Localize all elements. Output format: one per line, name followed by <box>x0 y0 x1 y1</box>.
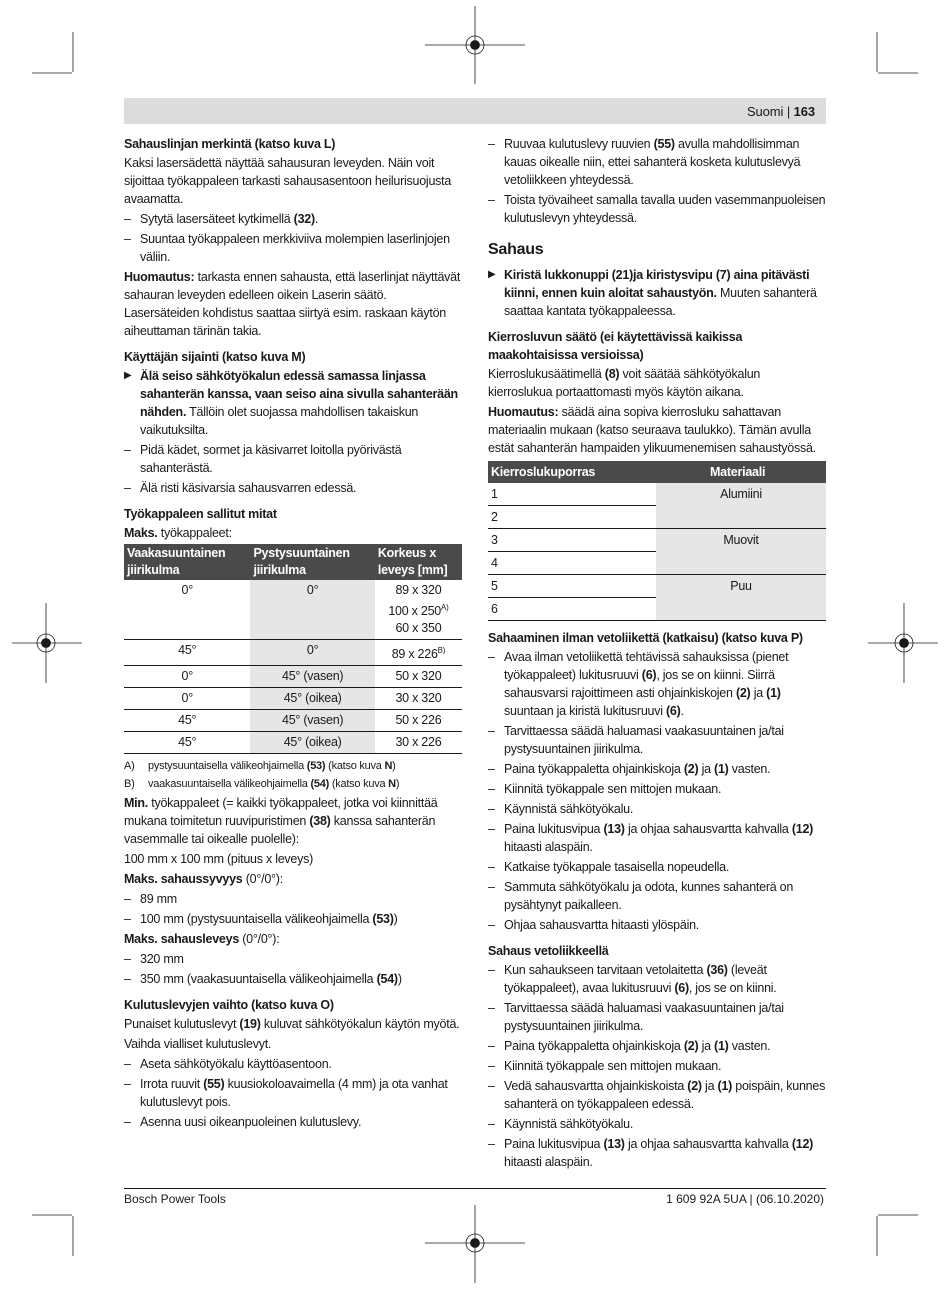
table-row: 45° 45° (vasen) 50 x 226 <box>124 710 462 732</box>
material-aluminium: Alumiini <box>656 483 826 529</box>
insert-step-4: – Ruuvaa kulutuslevy ruuvien (55) avulla mahdollisimman kauas oikealle niin, ettei sahanterä kosketa kulutuslevyä vetoliikkeen yhteydessä. <box>488 135 826 189</box>
nopull-step-6: – Paina lukitusvipua (13) ja ohjaa sahausvartta kahvalla (12) hitaasti alaspäin. <box>488 820 826 856</box>
header-separator: | <box>786 104 791 119</box>
registration-mark-left <box>12 603 82 683</box>
speed-para: Kierroslukusäätimellä (8) voit säätää sähkötyökalun kierroslukua portaattomasti myös käytön aikana. <box>488 367 761 399</box>
footnote-a: A) pystysuuntaisella välikeohjaimella (53) (katso kuva N) <box>124 760 396 773</box>
pull-heading: Sahaus vetoliikkeellä <box>488 944 609 958</box>
nopull-step-5: – Käynnistä sähkötyökalu. <box>488 800 826 818</box>
pull-step-6: – Käynnistä sähkötyökalu. <box>488 1115 826 1133</box>
min-workpiece: Min. työkappaleet (= kaikki työkappaleet, jotka voi kiinnittää mukana toimitetun ruuvipuristimen (38) kanssa sahanterän vasemmalle tai oikealle puolelle): <box>124 796 438 847</box>
max-depth-label: Maks. sahaussyvyys (0°/0°): <box>124 872 283 887</box>
pull-step-4: – Kiinnitä työkappale sen mittojen mukaan. <box>488 1057 826 1075</box>
speed-table <box>488 461 826 621</box>
nopull-step-4: – Kiinnitä työkappale sen mittojen mukaan. <box>488 780 826 798</box>
pull-step-5: – Vedä sahausvartta ohjainkiskoista (2) ja (1) poispäin, kunnes sahanterä on työkappaleen edessä. <box>488 1077 826 1113</box>
insert-heading: Kulutuslevyjen vaihto (katso kuva O) <box>124 998 334 1013</box>
table-row: 0° 0° 89 x 320 100 x $250^{A)}$ 60 x 350 <box>124 580 462 640</box>
dimensions-table <box>124 544 462 754</box>
material-plastics: Muovit <box>656 529 826 575</box>
max-width-2: – 350 mm (vaakasuuntaisella välikeohjaimella (54)) <box>124 970 462 988</box>
footer-brand: Bosch Power Tools <box>124 1192 226 1206</box>
insert-step-5: – Toista työvaiheet samalla tavalla uuden vasemmanpuoleisen kulutuslevyn yhteydessä. <box>488 191 826 227</box>
table-row: 3 Muovit <box>488 529 826 552</box>
marking-intro: Kaksi lasersädettä näyttää sahausuran leveyden. Näin voit sijoittaa työkappaleen tarkasti sahausasentoon heilurisuojusta avaamatta. <box>124 156 452 206</box>
pull-step-2: – Tarvittaessa säädä haluamasi vaakasuuntainen ja/tai pystysuuntainen jiirikulma. <box>488 999 826 1035</box>
header-band <box>124 98 826 124</box>
insert-para-1: Punaiset kulutuslevyt (19) kuluvat sähkötyökalun käytön myötä. <box>124 1017 460 1032</box>
registration-mark-right <box>868 603 938 683</box>
table-row: 5 Puu <box>488 575 826 598</box>
max-depth-1: – 89 mm <box>124 890 462 908</box>
dimensions-max-label: Maks. työkappaleet: <box>124 526 232 540</box>
running-header <box>747 103 815 121</box>
table-row: 0° 45° (oikea) 30 x 320 <box>124 688 462 710</box>
insert-step-1: – Aseta sähkötyökalu käyttöasentoon. <box>124 1055 462 1073</box>
col-speed-level: Kierroslukuporras <box>488 461 656 483</box>
col-height-width: Korkeus x leveys [mm] <box>375 544 462 580</box>
insert-step-3: – Asenna uusi oikeanpuoleinen kulutuslevy. <box>124 1113 462 1131</box>
sawing-warning: ▶ Kiristä lukkonuppi (21)ja kiristysvipu (7) aina pitävästi kiinni, ennen kuin aloitat sahaustyön. Muuten sahanterä saattaa kantata työkappaleessa. <box>488 266 826 320</box>
page-number: 163 <box>793 104 815 119</box>
max-depth-2: – 100 mm (pystysuuntaisella välikeohjaimella (53)) <box>124 910 462 928</box>
registration-mark-top <box>425 6 525 84</box>
nopull-step-9: – Ohjaa sahausvartta hitaasti ylöspäin. <box>488 916 826 934</box>
material-wood: Puu <box>656 575 826 621</box>
position-heading: Käyttäjän sijainti (katso kuva M) <box>124 350 306 364</box>
nopull-step-3: – Paina työkappaletta ohjainkiskoja (2) ja (1) vasten. <box>488 760 826 778</box>
marking-step-1: – Sytytä lasersäteet kytkimellä (32). <box>124 210 462 228</box>
table-row: 6 <box>488 598 826 621</box>
position-step-1: – Pidä kädet, sormet ja käsivarret loitolla pyörivästä sahanterästä. <box>124 441 462 477</box>
left-column <box>124 135 462 1133</box>
pull-step-1: – Kun sahaukseen tarvitaan vetolaitetta (36) (leveät työkappaleet), avaa lukitusruuvi (6), jos se on kiinni. <box>488 961 826 997</box>
pull-step-3: – Paina työkappaletta ohjainkiskoja (2) ja (1) vasten. <box>488 1037 826 1055</box>
col-horizontal-mitre: Vaakasuuntainen jiirikulma <box>124 544 250 580</box>
speed-note: Huomautus: säädä aina sopiva kierrosluku sahattavan materiaalin mukaan (katso seuraava taulukko). Tämän avulla estät sahanterän hampaiden ylikuumenemisen sahaustyössä. <box>488 405 816 455</box>
nopull-step-7: – Katkaise työkappale tasaisella nopeudella. <box>488 858 826 876</box>
max-width-label: Maks. sahausleveys (0°/0°): <box>124 932 280 947</box>
col-vertical-mitre: Pystysuuntainen jiirikulma <box>250 544 374 580</box>
position-step-2: – Älä risti käsivarsia sahausvarren edessä. <box>124 479 462 497</box>
insert-step-2: – Irrota ruuvit (55) kuusiokoloavaimella (4 mm) ja ota vanhat kulutuslevyt pois. <box>124 1075 462 1111</box>
col-material: Materiaali <box>656 461 826 483</box>
table-row: 2 <box>488 506 826 529</box>
dimensions-heading: Työkappaleen sallitut mitat <box>124 507 277 521</box>
speed-heading: Kierrosluvun säätö (ei käytettävissä kaikissa maakohtaisissa versioissa) <box>488 330 743 362</box>
header-language: Suomi <box>746 104 784 119</box>
pull-step-7: – Paina lukitusvipua (13) ja ohjaa sahausvartta kahvalla (12) hitaasti alaspäin. <box>488 1135 826 1171</box>
table-row: 0° 45° (vasen) 50 x 320 <box>124 666 462 688</box>
table-row: 45° 0° 89 x $226^{B)}$ <box>124 640 462 666</box>
dimensions-table-header <box>124 544 462 580</box>
insert-para-2: Vaihda vialliset kulutuslevyt. <box>124 1037 272 1052</box>
speed-table-header <box>488 461 826 483</box>
max-width-1: – 320 mm <box>124 950 462 968</box>
table-row: 1 Alumiini <box>488 483 826 506</box>
marking-heading: Sahauslinjan merkintä (katso kuva L) <box>124 137 336 151</box>
footer-rule <box>124 1188 826 1189</box>
marking-note: Huomautus: tarkasta ennen sahausta, että laserlinjat näyttävät sahauran leveyden edelleen oikein Laserin säätö. Lasersäteiden kohdistus saattaa siirtyä esim. raskaan käytön aiheuttaman tärinän takia. <box>124 270 461 338</box>
min-workpiece-size: 100 mm x 100 mm (pituus x leveys) <box>124 852 314 867</box>
nopull-step-2: – Tarvittaessa säädä haluamasi vaakasuuntainen ja/tai pystysuuntainen jiirikulma. <box>488 722 826 758</box>
position-warning: ▶ Älä seiso sähkötyökalun edessä samassa linjassa sahanterän kanssa, vaan seiso aina sivulla sahanterään nähden. Tällöin olet suojassa mahdollisen takaiskun vaikutuksilta. <box>124 367 462 439</box>
sawing-heading: Sahaus <box>488 241 544 258</box>
registration-mark-bottom <box>425 1205 525 1283</box>
right-column <box>488 135 826 1173</box>
nopull-heading: Sahaaminen ilman vetoliikettä (katkaisu) (katso kuva P) <box>488 631 803 645</box>
table-row: 4 <box>488 552 826 575</box>
footer-doc-id: 1 609 92A 5UA | (06.10.2020) <box>666 1192 824 1206</box>
nopull-step-8: – Sammuta sähkötyökalu ja odota, kunnes sahanterä on pysähtynyt paikalleen. <box>488 878 826 914</box>
nopull-step-1: – Avaa ilman vetoliikettä tehtävissä sahauksissa (pienet työkappaleet) lukitusruuvi (6), jos se on kiinni. Siirrä sahausvarsi rajoittimeen asti ohjainkiskojen (2) ja (1) suuntaan ja kiristä lukitusruuvi (6). <box>488 648 826 720</box>
footnote-b: B) vaakasuuntaisella välikeohjaimella (54) (katso kuva N) <box>124 778 400 791</box>
marking-step-2: – Suuntaa työkappaleen merkkiviiva molempien laserlinjojen väliin. <box>124 230 462 266</box>
table-row: 45° 45° (oikea) 30 x 226 <box>124 732 462 754</box>
